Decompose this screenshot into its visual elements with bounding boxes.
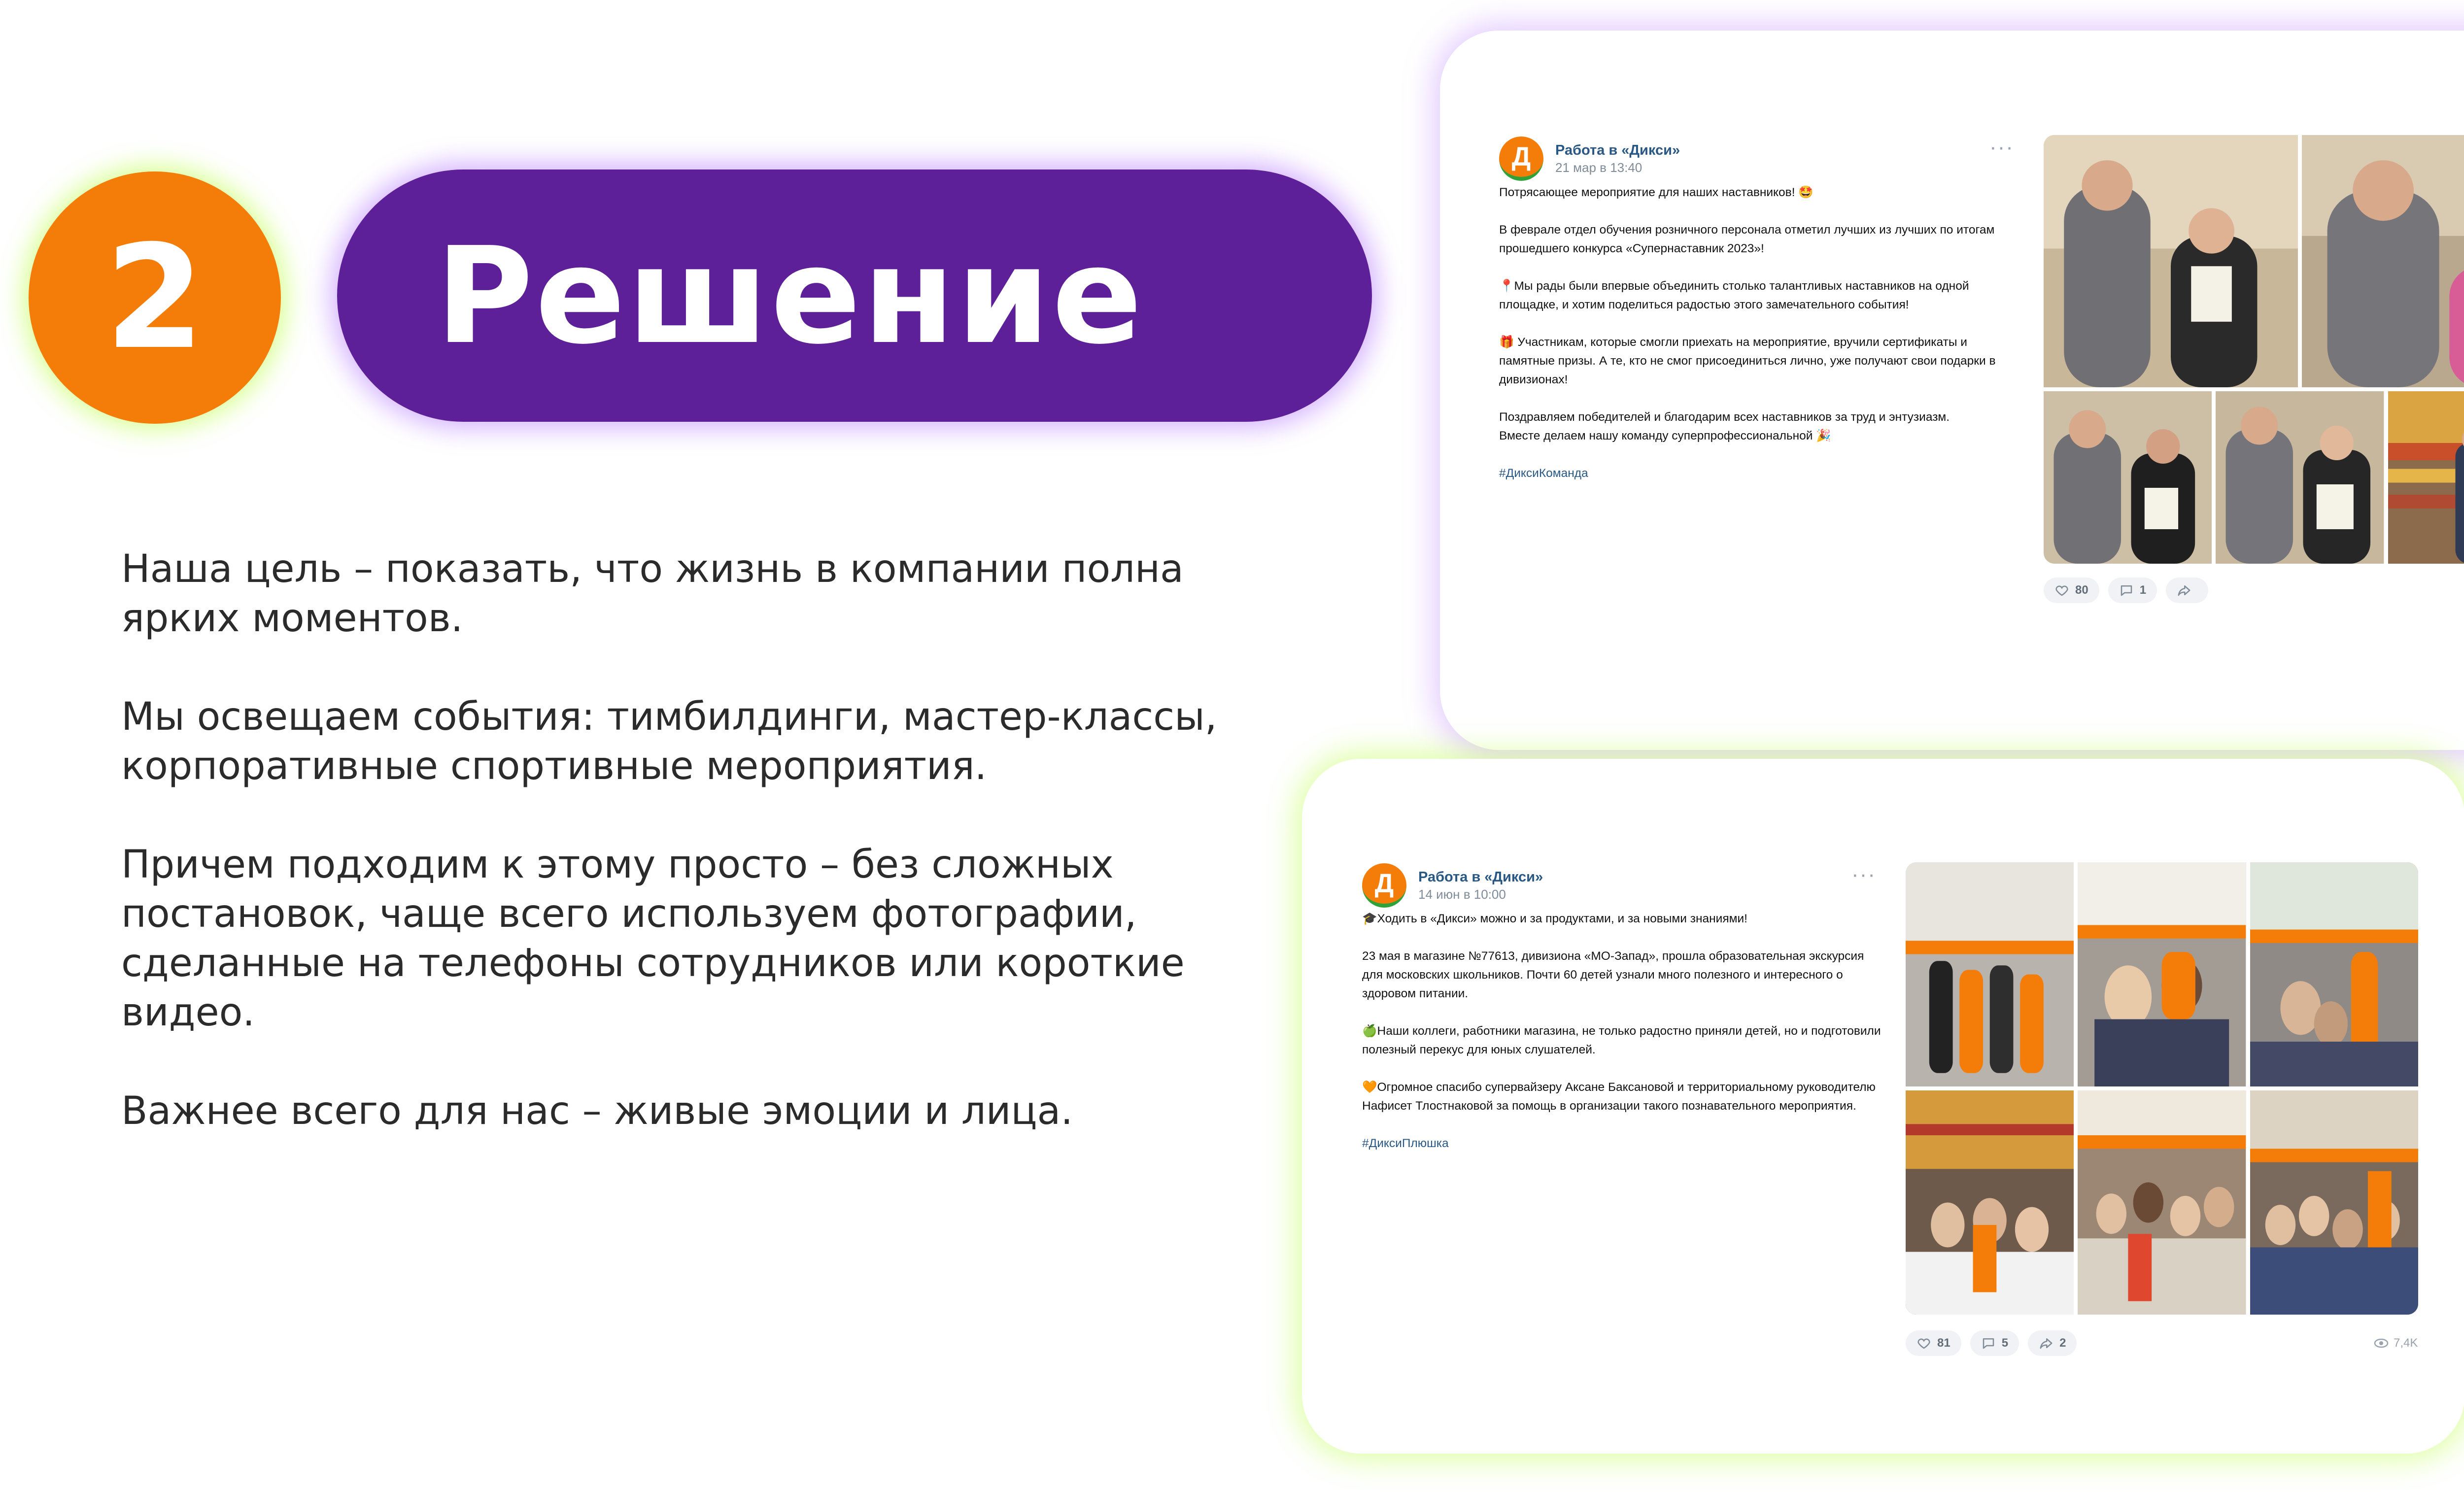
photo[interactable]: [2302, 135, 2464, 387]
post-author[interactable]: Работа в «Дикси»: [1418, 869, 1543, 885]
post-header: [1362, 863, 1543, 908]
body-paragraph: Наша цель – показать, что жизнь в компании полна ярких моментов.: [121, 547, 1184, 641]
post-hashtag[interactable]: #ДиксиКоманда: [1499, 467, 1588, 480]
photo[interactable]: [1906, 862, 2074, 1086]
share-icon: [2177, 583, 2191, 598]
post-text: [1499, 183, 2021, 502]
post-line: 🧡Огромное спасибо супервайзеру Аксане Баксановой и территориальному руководителю Нафисет Тлостнаковой за помощь в организации такого познавательного мероприятия.: [1362, 1081, 1876, 1113]
slide-body: [121, 544, 1230, 1185]
photo-grid: [1906, 862, 2418, 1315]
comment-icon: [1981, 1336, 1996, 1351]
photo[interactable]: [2044, 135, 2298, 387]
body-paragraph: Причем подходим к этому просто – без сложных постановок, чаще всего используем фотографии, сделанные на телефоны сотрудников или короткие видео.: [121, 843, 1185, 1035]
eye-icon: [2374, 1338, 2389, 1349]
post-line: Вместе делаем нашу команду суперпрофессиональной 🎉: [1499, 429, 1831, 442]
post-text: [1362, 910, 1884, 1172]
comment-button[interactable]: [2108, 577, 2157, 603]
avatar[interactable]: Д: [1499, 136, 1543, 181]
body-paragraph: Важнее всего для нас – живые эмоции и лица.: [121, 1089, 1073, 1133]
like-count: 81: [1937, 1336, 1951, 1350]
photo[interactable]: [2078, 862, 2246, 1086]
comment-button[interactable]: [1970, 1330, 2019, 1356]
post-header: [1499, 136, 1680, 181]
photo[interactable]: [2388, 391, 2464, 564]
like-button[interactable]: [2044, 577, 2099, 603]
heart-icon: [1916, 1336, 1931, 1351]
share-icon: [2039, 1336, 2053, 1351]
post-author[interactable]: Работа в «Дикси»: [1555, 142, 1680, 158]
heart-icon: [2054, 583, 2069, 598]
photo[interactable]: [2078, 1090, 2246, 1315]
post-date[interactable]: 21 мар в 13:40: [1555, 160, 1643, 175]
vk-post-card-2: [1302, 759, 2464, 1454]
post-line: 23 мая в магазине №77613, дивизиона «МО-Запад», прошла образовательная экскурсия для московских школьников. Почти 60 детей узнали много полезного и интересного о здоровом питании.: [1362, 949, 1864, 1000]
views-count: 7,4K: [2394, 1336, 2418, 1350]
post-actions: [1906, 1330, 2077, 1356]
post-author-block: [1418, 868, 1543, 903]
body-paragraph: Мы освещаем события: тимбилдинги, мастер-классы, корпоративные спортивные мероприятия.: [121, 695, 1217, 788]
comment-count: 5: [2001, 1336, 2009, 1350]
photo[interactable]: [2250, 862, 2418, 1086]
slide-title: [337, 170, 1372, 422]
post-line: 📍Мы рады были впервые объединить столько талантливых наставников на одной площадке, и хотим поделиться радостью этого замечательного события!: [1499, 279, 1969, 311]
photo[interactable]: [2250, 1090, 2418, 1315]
share-button[interactable]: [2166, 577, 2208, 603]
post-author-block: [1555, 141, 1680, 176]
post-line: 🍏Наши коллеги, работники магазина, не только радостно приняли детей, но и подготовили полезный перекус для юных слушателей.: [1362, 1024, 1881, 1056]
step-number-badge: 2: [29, 171, 281, 424]
avatar[interactable]: Д: [1362, 863, 1406, 908]
more-icon[interactable]: ···: [1989, 135, 2014, 159]
vk-post-card-1: [1440, 31, 2464, 750]
post-line: В феврале отдел обучения розничного персонала отметил лучших из лучших по итогам прошедшего конкурса «Супернаставник 2023»!: [1499, 223, 1995, 255]
photo[interactable]: [2216, 391, 2384, 564]
photo[interactable]: [2044, 391, 2212, 564]
share-button[interactable]: [2028, 1330, 2077, 1356]
post-views: [2374, 1336, 2418, 1350]
slide-title-text: Решение: [436, 218, 1144, 373]
more-icon[interactable]: ···: [1851, 862, 1876, 886]
like-count: 80: [2075, 583, 2088, 597]
share-count: 2: [2059, 1336, 2066, 1350]
comment-icon: [2119, 583, 2134, 598]
post-date[interactable]: 14 июн в 10:00: [1418, 887, 1506, 902]
post-line: 🎓Ходить в «Дикси» можно и за продуктами, и за новыми знаниями!: [1362, 912, 1747, 925]
photo-grid: [2044, 135, 2464, 564]
post-line: Потрясающее мероприятие для наших наставников! 🤩: [1499, 186, 1814, 199]
comment-count: 1: [2139, 583, 2147, 597]
post-line: Поздравляем победителей и благодарим всех наставников за труд и энтузиазм.: [1499, 410, 1950, 424]
post-line: 🎁 Участникам, которые смогли приехать на мероприятие, вручили сертификаты и памятные призы. А те, кто не смог присоединиться лично, уже получают свои подарки в дивизионах!: [1499, 336, 1996, 386]
post-actions: [2044, 577, 2208, 603]
photo[interactable]: [1906, 1090, 2074, 1315]
like-button[interactable]: [1906, 1330, 1961, 1356]
post-hashtag[interactable]: #ДиксиПлюшка: [1362, 1137, 1449, 1150]
